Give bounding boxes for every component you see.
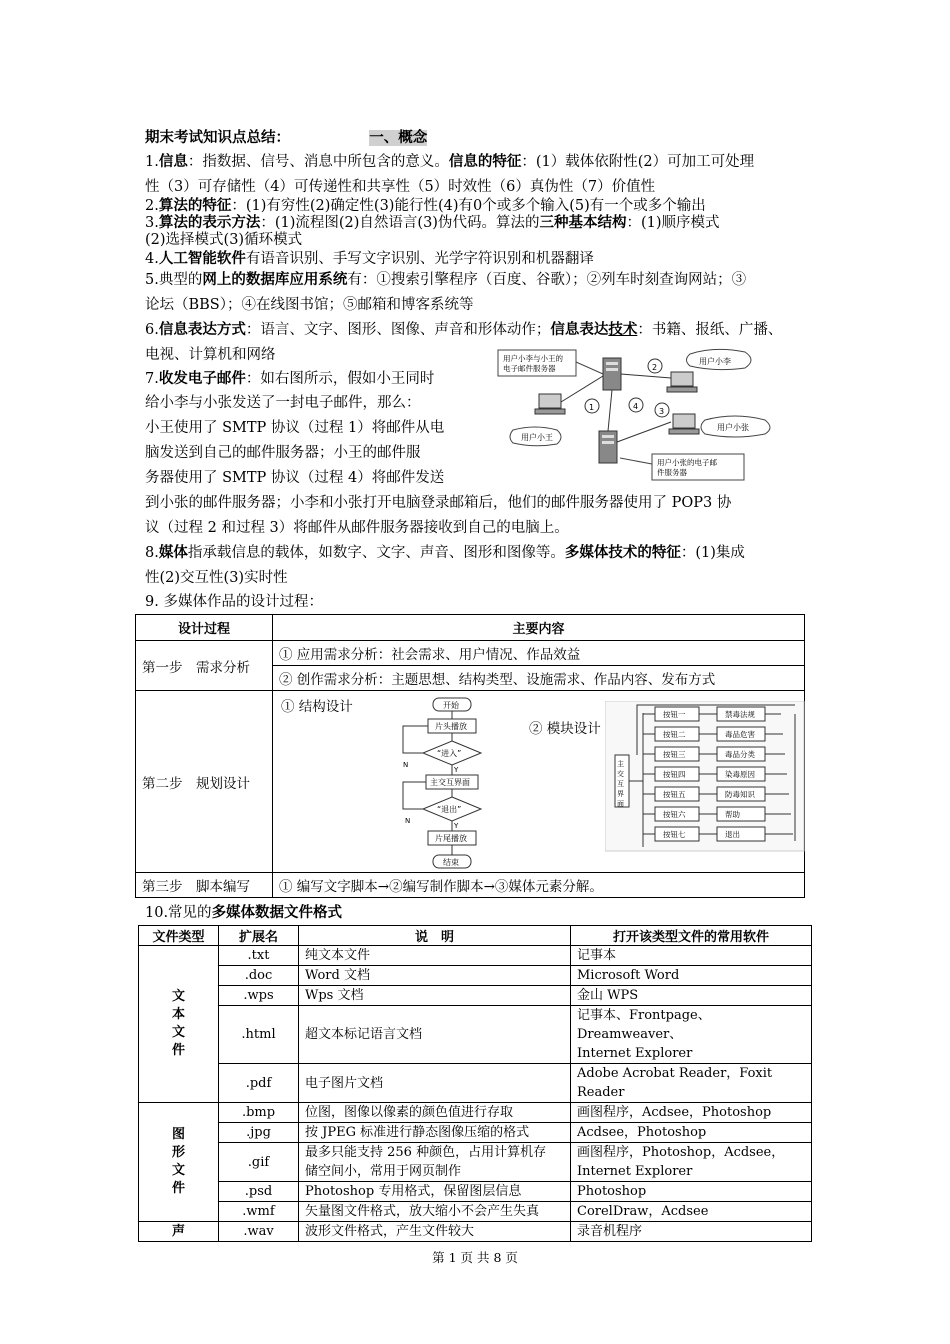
user-li-label: 用户小李 [699, 357, 731, 366]
flow-y1: Y [454, 766, 459, 774]
keyword: 信息 [158, 154, 188, 170]
flow-enter-label: “进入” [437, 749, 462, 758]
module-main-1: 主 [617, 760, 624, 768]
keyword: 算法的表示方法 [158, 215, 261, 231]
text: 有语音识别、手写文字识别、光学字符识别和机器翻译 [245, 251, 594, 267]
description: 电子图片文档 [299, 1064, 571, 1103]
extension: .wps [219, 986, 299, 1006]
user-wang-pc [539, 394, 561, 408]
software: Acdsee，Photoshop [571, 1123, 812, 1143]
format-row [139, 1103, 812, 1123]
module-button-label: 按钮七 [663, 830, 686, 839]
text: ：(1)集成 [680, 545, 745, 561]
keyword: 多媒体技术的特征 [564, 545, 681, 561]
description: Wps 文档 [299, 986, 571, 1006]
flow-n2: N [405, 817, 411, 825]
num: 6. [145, 322, 159, 338]
para-7-line: 给小李与小张发送了一封电子邮件，那么： [145, 395, 421, 411]
extension: .wmf [219, 1202, 299, 1222]
text: 有：①搜索引擎程序（百度、谷歌）；②列车时刻查询网站；③ [347, 272, 747, 288]
text: 典型的 [158, 272, 203, 288]
process-4: 4 [633, 402, 639, 411]
keyword: 收发电子邮件 [158, 371, 246, 387]
keyword: 算法的特征 [158, 198, 232, 214]
module-design-label: ② 模块设计 [529, 721, 601, 737]
step-1-a: ① 应用需求分析：社会需求、用户情况、作品效益 [273, 641, 805, 666]
para-8 [145, 543, 745, 563]
server2-label-line1: 用户小张的电子邮 [657, 458, 717, 467]
software: 记事本、Frontpage、Dreamweaver、 Internet Explorer [571, 1006, 812, 1064]
para-1-line-2: 性（3）可存储性（4）可传递性和共享性（5）时效性（6）真伪性（7）价值性 [145, 179, 656, 195]
text: ：指数据、信号、消息中所包含的意义。 [187, 154, 449, 170]
keyword: 信息表达方式 [158, 322, 246, 338]
module-main-5: 面 [617, 800, 624, 808]
extension: .txt [219, 946, 299, 966]
flowchart [401, 697, 511, 871]
flow-n1: N [403, 761, 409, 769]
software: 金山 WPS [571, 986, 812, 1006]
format-row [139, 1143, 812, 1182]
format-header: 说 明 [299, 926, 571, 946]
header-title: 期末考试知识点总结： [145, 130, 290, 146]
para-6-line-2: 电视、计算机和网络 [145, 347, 276, 363]
module-button-label: 按钮四 [663, 770, 686, 779]
header [145, 128, 427, 148]
para-8-line-2: 性(2)交互性(3)实时性 [145, 570, 288, 586]
format-row [139, 966, 812, 986]
para-1 [145, 152, 754, 172]
num: 3. [145, 215, 159, 231]
para-5-line-2: 论坛（BBS）；④在线图书馆；⑤邮箱和博客系统等 [145, 297, 474, 313]
keyword: 技术 [608, 322, 638, 338]
module-diagram [605, 701, 805, 853]
format-row [139, 1006, 812, 1064]
file-type: 声 [139, 1222, 219, 1242]
user-zhang-pc [673, 414, 695, 428]
module-main-4: 界 [617, 790, 624, 798]
step-2: 第二步 规划设计 [136, 691, 273, 873]
keyword: 三种基本结构 [539, 215, 627, 231]
design-table [135, 614, 805, 898]
format-table [138, 925, 812, 1242]
para-7 [145, 369, 434, 389]
text: 10.常见的 [145, 905, 212, 921]
text: ：(1)流程图(2)自然语言(3)伪代码。算法的 [260, 215, 540, 231]
module-target-label: 帮助 [725, 810, 740, 819]
software: 录音机程序 [571, 1222, 812, 1242]
module-target-label: 毒品分类 [725, 750, 755, 759]
flow-exit-label: “退出” [437, 805, 462, 814]
num: 5. [145, 272, 159, 288]
para-7-line: 小王使用了 SMTP 协议（过程 1）将邮件从电 [145, 420, 445, 436]
module-target-label: 染毒原因 [725, 770, 755, 779]
para-6 [145, 320, 782, 340]
keyword: 媒体 [158, 545, 188, 561]
extension: .jpg [219, 1123, 299, 1143]
keyword: 网上的数据库应用系统 [202, 272, 348, 288]
software: 记事本 [571, 946, 812, 966]
extension: .html [219, 1006, 299, 1064]
format-row [139, 946, 812, 966]
num: 1. [145, 154, 159, 170]
step-3-a: ① 编写文字脚本→②编写制作脚本→③媒体元素分解。 [273, 873, 805, 898]
para-7-line: 议（过程 2 和过程 3）将邮件从邮件服务器接收到自己的电脑上。 [145, 520, 569, 536]
keyword: 信息的特征 [448, 154, 522, 170]
module-button-label: 按钮三 [663, 750, 686, 759]
description: 波形文件格式，产生文件较大 [299, 1222, 571, 1242]
para-3-line-2: (2)选择模式(3)循环模式 [145, 232, 303, 248]
description: 按 JPEG 标准进行静态图像压缩的格式 [299, 1123, 571, 1143]
keyword: 信息表达 [550, 322, 609, 338]
description: 纯文本文件 [299, 946, 571, 966]
description: 超文本标记语言文档 [299, 1006, 571, 1064]
num: 8. [145, 545, 159, 561]
server1-label-line1: 用户小李与小王的 [503, 354, 563, 363]
text: ：(1)有穷性(2)确定性(3)能行性(4)有0个或多个输入(5)有一个或多个输出 [231, 198, 706, 214]
section-title: 一、概念 [369, 130, 428, 146]
keyword: 多媒体数据文件格式 [211, 905, 343, 921]
server1-label-line2: 电子邮件服务器 [503, 364, 556, 373]
description: Photoshop 专用格式，保留图层信息 [299, 1182, 571, 1202]
format-header: 打开该类型文件的常用软件 [571, 926, 812, 946]
server2-label-line2: 件服务器 [657, 468, 687, 477]
para-9-title: 9. 多媒体作品的设计过程： [145, 594, 323, 610]
flow-main-label: 主交互界面 [430, 778, 470, 787]
process-2: 2 [652, 363, 658, 372]
module-target-label: 退出 [725, 830, 740, 839]
para-7-line: 脑发送到自己的邮件服务器；小王的邮件服 [145, 445, 421, 461]
format-header: 文件类型 [139, 926, 219, 946]
module-button-label: 按钮六 [663, 810, 686, 819]
description: 最多只能支持 256 种颜色，占用计算机存 储空间小，常用于网页制作 [299, 1143, 571, 1182]
para-2 [145, 198, 706, 214]
file-type: 文 本 文 件 [139, 946, 219, 1103]
software: Photoshop [571, 1182, 812, 1202]
flow-end-label: 结束 [443, 858, 459, 867]
extension: .doc [219, 966, 299, 986]
para-5 [145, 270, 746, 290]
format-row [139, 986, 812, 1006]
text: ：(1）载体依附性(2）可加工可处理 [521, 154, 755, 170]
file-type: 图 形 文 件 [139, 1103, 219, 1222]
module-target-label: 禁毒法规 [725, 710, 755, 719]
module-button-label: 按钮五 [663, 790, 686, 799]
process-3: 3 [659, 407, 665, 416]
structure-design-label: ① 结构设计 [281, 699, 353, 715]
step-1-b: ② 创作需求分析：主题思想、结构类型、设施需求、作品内容、发布方式 [273, 666, 805, 691]
num: 7. [145, 371, 159, 387]
flow-start-label: 开始 [443, 701, 459, 710]
step-3: 第三步 脚本编写 [136, 873, 273, 898]
design-header-1: 设计过程 [136, 615, 273, 641]
process-1: 1 [589, 403, 595, 412]
format-row [139, 1222, 812, 1242]
format-row [139, 1182, 812, 1202]
flow-intro-label: 片头播放 [435, 722, 467, 731]
module-main-3: 互 [617, 780, 624, 788]
text: ：(1)顺序模式 [626, 215, 720, 231]
keyword: 人工智能软件 [158, 251, 246, 267]
step-2-content [273, 691, 805, 873]
para-3 [145, 215, 720, 231]
para-7-line: 务器使用了 SMTP 协议（过程 4）将邮件发送 [145, 470, 445, 486]
module-button-label: 按钮一 [663, 710, 686, 719]
module-target-label: 防毒知识 [725, 790, 755, 799]
page-footer: 第 1 页 共 8 页 [432, 1250, 518, 1265]
extension: .gif [219, 1143, 299, 1182]
text: ：如右图所示，假如小王同时 [245, 371, 435, 387]
para-4 [145, 249, 594, 269]
num: 4. [145, 251, 159, 267]
user-li-pc [671, 372, 693, 386]
step-1: 第一步 需求分析 [136, 641, 273, 691]
description: 位图，图像以像素的颜色值进行存取 [299, 1103, 571, 1123]
format-header: 扩展名 [219, 926, 299, 946]
design-header-2: 主要内容 [273, 615, 805, 641]
software: Adobe Acrobat Reader，Foxit Reader [571, 1064, 812, 1103]
module-main-2: 交 [617, 770, 624, 778]
format-row [139, 1123, 812, 1143]
format-row [139, 1064, 812, 1103]
flow-outro-label: 片尾播放 [435, 834, 467, 843]
text: ：语言、文字、图形、图像、声音和形体动作； [245, 322, 551, 338]
flow-y2: Y [454, 822, 459, 830]
extension: .psd [219, 1182, 299, 1202]
text: ：书籍、报纸、广播、 [637, 322, 783, 338]
text: 指承载信息的载体，如数字、文字、声音、图形和图像等。 [187, 545, 565, 561]
para-7-line: 到小张的邮件服务器；小李和小张打开电脑登录邮箱后，他们的邮件服务器使用了 POP3 协 [145, 495, 732, 511]
user-wang-label: 用户小王 [521, 433, 553, 442]
software: CorelDraw，Acdsee [571, 1202, 812, 1222]
email-diagram [495, 344, 780, 484]
description: 矢量图文件格式，放大缩小不会产生失真 [299, 1202, 571, 1222]
module-button-label: 按钮二 [663, 730, 686, 739]
extension: .pdf [219, 1064, 299, 1103]
num: 2. [145, 198, 159, 214]
software: 画图程序，Acdsee，Photoshop [571, 1103, 812, 1123]
software: 画图程序，Photoshop，Acdsee， Internet Explorer [571, 1143, 812, 1182]
user-zhang-label: 用户小张 [717, 423, 749, 432]
module-target-label: 毒品危害 [725, 730, 755, 739]
software: Microsoft Word [571, 966, 812, 986]
extension: .wav [219, 1222, 299, 1242]
format-row [139, 1202, 812, 1222]
extension: .bmp [219, 1103, 299, 1123]
description: Word 文档 [299, 966, 571, 986]
para-10-title [145, 903, 342, 923]
